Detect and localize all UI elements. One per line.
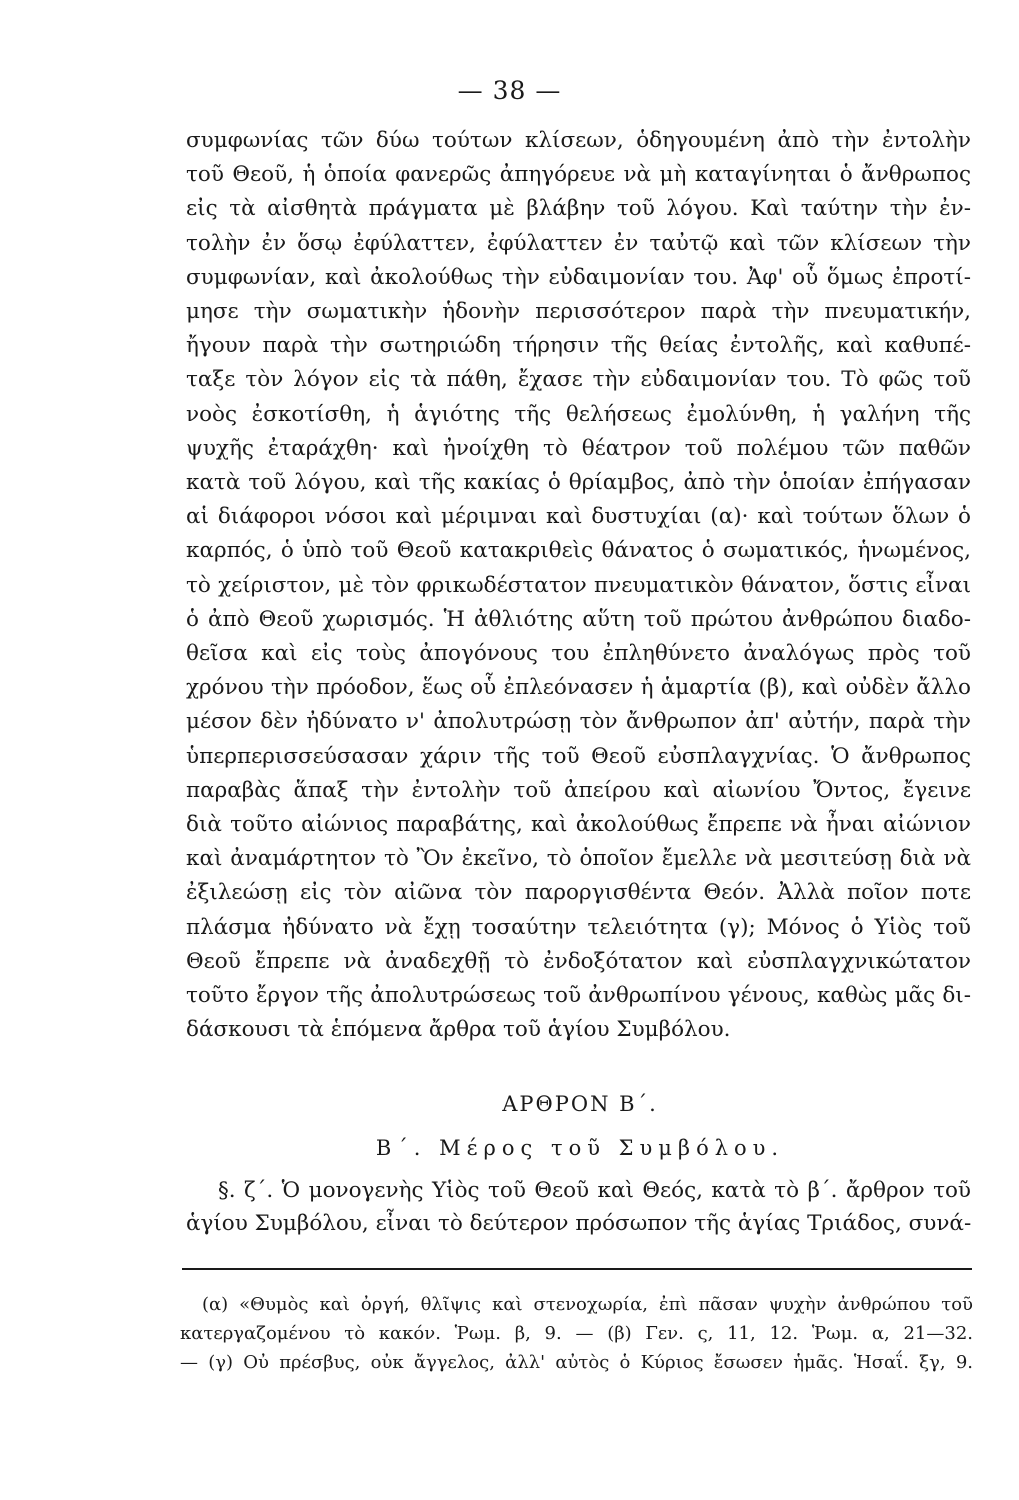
footnote-line: (α) «Θυμὸς καὶ ὀργή, θλῖψις καὶ στενοχωρία, ἐπὶ πᾶσαν ψυχὴν ἀνθρώπου τοῦ (202, 1294, 973, 1315)
text-line: τοῦ Θεοῦ, ἡ ὁποία φανερῶς ἀπηγόρευε νὰ μὴ καταγίνηται ὁ ἄνθρωπος (186, 162, 971, 188)
page-number: — 38 — (457, 76, 562, 105)
text-line: καὶ ἀναμάρτητον τὸ Ὂν ἐκεῖνο, τὸ ὁποῖον ἔμελλε νὰ μεσιτεύσῃ διὰ νὰ (186, 846, 971, 872)
footnote-line: — (γ) Οὐ πρέσβυς, οὐκ ἄγγελος, ἀλλ' αὐτὸς ὁ Κύριος ἔσωσεν ἡμᾶς. Ἡσαΐ. ξγ, 9. (180, 1352, 973, 1373)
text-line: ὁ ἀπὸ Θεοῦ χωρισμός. Ἡ ἀθλιότης αὕτη τοῦ πρώτου ἀνθρώπου διαδο- (186, 606, 971, 632)
article-heading: ΑΡΘΡΟΝ Β΄. (502, 1092, 658, 1116)
text-line: παραβὰς ἅπαξ τὴν ἐντολὴν τοῦ ἀπείρου καὶ αἰωνίου Ὄντος, ἔγεινε (186, 777, 971, 803)
footnotes (180, 1290, 973, 1377)
text-line: ἐξιλεώσῃ εἰς τὸν αἰῶνα τὸν παροργισθέντα Θεόν. Ἀλλὰ ποῖον ποτε (186, 880, 971, 906)
text-line: πλάσμα ἠδύνατο νὰ ἔχῃ τοσαύτην τελειότητα (γ); Μόνος ὁ Υἱὸς τοῦ (186, 914, 971, 940)
text-line: δάσκουσι τὰ ἑπόμενα ἄρθρα τοῦ ἁγίου Συμβόλου. (186, 1017, 731, 1043)
text-line: συμφωνίαν, καὶ ἀκολούθως τὴν εὐδαιμονίαν του. Ἀφ' οὗ ὅμως ἐπροτί- (186, 264, 971, 290)
footnote-divider (182, 1268, 972, 1270)
text-line: ταξε τὸν λόγον εἰς τὰ πάθη, ἔχασε τὴν εὐδαιμονίαν του. Τὸ φῶς τοῦ (186, 367, 971, 393)
text-line: Θεοῦ ἔπρεπε νὰ ἀναδεχθῇ τὸ ἐνδοξότατον καὶ εὐσπλαγχνικώτατον (186, 948, 971, 974)
text-line: μησε τὴν σωματικὴν ἡδονὴν περισσότερον παρὰ τὴν πνευματικήν, (186, 299, 971, 325)
text-line: ψυχῆς ἐταράχθη· καὶ ἠνοίχθη τὸ θέατρον τοῦ πολέμου τῶν παθῶν (186, 435, 971, 461)
footnote-line: κατεργαζομένου τὸ κακόν. Ῥωμ. β, 9. — (β) Γεν. ς, 11, 12. Ῥωμ. α, 21—32. (180, 1323, 973, 1344)
text-line: μέσον δὲν ἠδύνατο ν' ἀπολυτρώσῃ τὸν ἄνθρωπον ἀπ' αὐτήν, παρὰ τὴν (186, 709, 971, 735)
text-line: τολὴν ἐν ὅσῳ ἐφύλαττεν, ἐφύλαττεν ἐν ταὐτῷ καὶ τῶν κλίσεων τὴν (186, 230, 971, 256)
text-line: καρπός, ὁ ὑπὸ τοῦ Θεοῦ κατακριθεὶς θάνατος ὁ σωματικός, ἡνωμένος, (186, 538, 971, 564)
text-line: διὰ τοῦτο αἰώνιος παραβάτης, καὶ ἀκολούθως ἔπρεπε νὰ ἦναι αἰώνιον (186, 812, 971, 838)
text-line: τοῦτο ἔργον τῆς ἀπολυτρώσεως τοῦ ἀνθρωπίνου γένους, καθὼς μᾶς δι- (186, 983, 971, 1009)
text-line: χρόνου τὴν πρόοδον, ἕως οὗ ἐπλεόνασεν ἡ ἁμαρτία (β), καὶ οὐδὲν ἄλλο (186, 675, 971, 701)
section-heading: Β΄. Μέρος τοῦ Συμβόλου. (375, 1136, 785, 1160)
text-line: συμφωνίας τῶν δύω τούτων κλίσεων, ὁδηγουμένη ἀπὸ τὴν ἐντολὴν (186, 128, 971, 153)
text-line: αἱ διάφοροι νόσοι καὶ μέριμναι καὶ δυστυχίαι (α)· καὶ τούτων ὅλων ὁ (186, 504, 971, 530)
text-line: θεῖσα καὶ εἰς τοὺς ἀπογόνους του ἐπληθύνετο ἀναλόγως πρὸς τοῦ (186, 641, 971, 667)
text-line: §. ζ΄. Ὁ μονογενὴς Υἱὸς τοῦ Θεοῦ καὶ Θεός, κατὰ τὸ β΄. ἄρθρον τοῦ (218, 1178, 971, 1203)
text-line: κατὰ τοῦ λόγου, καὶ τῆς κακίας ὁ θρίαμβος, ἀπὸ τὴν ὁποίαν ἐπήγασαν (186, 470, 971, 496)
main-paragraph (186, 124, 971, 1047)
text-line: τὸ χείριστον, μὲ τὸν φρικωδέστατον πνευματικὸν θάνατον, ὅστις εἶναι (186, 572, 971, 598)
text-line: εἰς τὰ αἰσθητὰ πράγματα μὲ βλάβην τοῦ λόγου. Καὶ ταύτην τὴν ἐν- (186, 196, 971, 222)
text-line: ἤγουν παρὰ τὴν σωτηριώδη τήρησιν τῆς θείας ἐντολῆς, καὶ καθυπέ- (186, 333, 971, 359)
text-line: ὑπερπερισσεύσασαν χάριν τῆς τοῦ Θεοῦ εὐσπλαγχνίας. Ὁ ἄνθρωπος (186, 743, 971, 769)
article-paragraph (186, 1174, 971, 1240)
text-line: νοὸς ἐσκοτίσθη, ἡ ἁγιότης τῆς θελήσεως ἐμολύνθη, ἡ γαλήνη τῆς (186, 401, 971, 427)
text-line: ἁγίου Συμβόλου, εἶναι τὸ δεύτερον πρόσωπον τῆς ἁγίας Τριάδος, συνά- (186, 1211, 972, 1236)
